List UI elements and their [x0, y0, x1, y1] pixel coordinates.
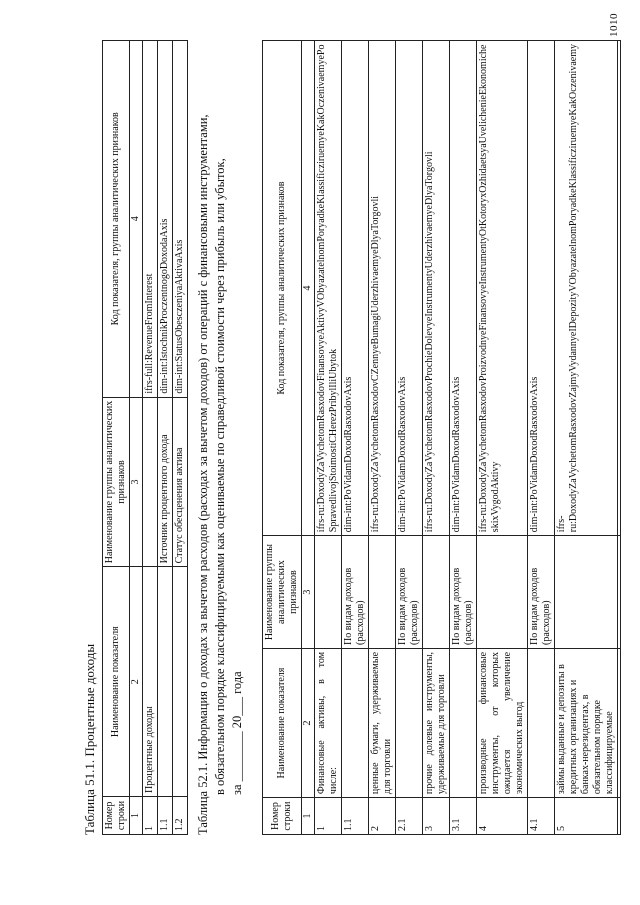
table-row: [173, 41, 188, 835]
indicator-name: [158, 567, 173, 797]
table-row: [143, 41, 158, 835]
indicator-name: производные финансовые инструменты, от которых ожидается увеличение экономических выгод: [477, 648, 528, 797]
indicator-name: [618, 648, 621, 797]
group-name: По видам доходов (расходов): [450, 536, 477, 649]
header-row-number: Номер строки: [103, 797, 130, 835]
header-indicator-name: Наименование показателя: [103, 567, 130, 797]
row-number: 1: [143, 797, 158, 835]
column-number: 2: [130, 567, 143, 797]
group-name: [143, 397, 158, 567]
column-number: 3: [302, 536, 315, 649]
table1-title: Таблица 51.1. Процентные доходы: [82, 643, 97, 835]
column-number: 2: [302, 648, 315, 797]
header-code: Код показателя, группы аналитических признаков: [263, 41, 302, 536]
row-number: 4: [477, 798, 528, 835]
row-number: 1.1: [158, 797, 173, 835]
page-number: 1010: [608, 13, 620, 37]
indicator-name: ценные бумаги, удерживаемые для торговли: [369, 648, 396, 797]
row-number: 2.1: [396, 798, 423, 835]
indicator-code: [618, 41, 621, 536]
row-number: 5: [555, 798, 618, 835]
table-row: [342, 41, 369, 835]
indicator-code: dim-int:StatusObesczeniyaAktivaAxis: [173, 41, 188, 398]
group-name: По видам доходов (расходов): [396, 536, 423, 649]
row-number: 3: [423, 798, 450, 835]
indicator-name: [450, 648, 477, 797]
indicator-code: dim-int:IstochnikProczentnogoDoxodaAxis: [158, 41, 173, 398]
indicator-name: [342, 648, 369, 797]
table-row: [477, 41, 528, 835]
group-name: Источник процентного дохода: [158, 397, 173, 567]
header-group-name: Наименование группы аналитических признаков: [103, 397, 130, 567]
indicator-code: dim-int:PoVidamDoxodRasxodovAxis: [528, 41, 555, 536]
indicator-code: ifrs-full:RevenueFromInterest: [143, 41, 158, 398]
column-number: 4: [302, 41, 315, 536]
table-row: [158, 41, 173, 835]
row-number: 4.1: [528, 798, 555, 835]
indicator-code: dim-int:PoVidamDoxodRasxodovAxis: [450, 41, 477, 536]
table-row: [528, 41, 555, 835]
group-name: [369, 536, 396, 649]
table-row: [618, 41, 621, 835]
indicator-code: ifrs-ru:DoxodyZaVychetomRasxodovFinansovyeAktivyVObyazatelnomPoryadkeKlassificziruemyeKakOczenivaemyePoSpravedlivojStoimostiCHerezPribylIliUbytok: [315, 41, 342, 536]
row-number: 2: [369, 798, 396, 835]
table2-title-line: за ________ 20___ года: [230, 671, 244, 795]
table-row: [315, 41, 342, 835]
indicator-name: Финансовые активы, в том числе:: [315, 648, 342, 797]
group-name: [315, 536, 342, 649]
group-name: [555, 536, 618, 649]
table2-title-line: в обязательном порядке классифицируемыми как оцениваемые по справедливой стоимости через прибыль или убыток,: [213, 158, 227, 795]
row-number: 3.1: [450, 798, 477, 835]
table-row: [423, 41, 450, 835]
header-group-name: Наименование группы аналитических признаков: [263, 536, 302, 649]
group-name: [477, 536, 528, 649]
column-number: 1: [130, 797, 143, 835]
table2-title: [195, 15, 246, 835]
indicator-name: прочие долевые инструменты, удерживаемые для торговли: [423, 648, 450, 797]
fvtpl-income-table: [262, 40, 621, 835]
indicator-name: Процентные доходы: [143, 567, 158, 797]
group-name: [618, 536, 621, 649]
group-name: [423, 536, 450, 649]
column-number: 1: [302, 798, 315, 835]
column-number: 4: [130, 41, 143, 398]
indicator-code: ifrs-ru:DoxodyZaVychetomRasxodovZajmyVydannyeIDepozityVObyazatelnomPoryadkeKlassificziruemyeKakOczenivaemy: [555, 41, 618, 536]
indicator-name: [528, 648, 555, 797]
row-number: [618, 798, 621, 835]
indicator-code: dim-int:PoVidamDoxodRasxodovAxis: [396, 41, 423, 536]
indicator-name: [173, 567, 188, 797]
indicator-code: ifrs-ru:DoxodyZaVychetomRasxodovProizvodnyeFinansovyeInstrumentyOtKotoryxOzhidaetsyaUvelichenieEkonomicheskixVygodAktivy: [477, 41, 528, 536]
interest-income-table: [102, 40, 188, 835]
table-row: [396, 41, 423, 835]
indicator-name: займы выданные и депозиты в кредитных организациях и банках-нерезидентах, в обязательном порядке классифицируемые: [555, 648, 618, 797]
table-row: [450, 41, 477, 835]
group-name: Статус обесценения актива: [173, 397, 188, 567]
indicator-code: dim-int:PoVidamDoxodRasxodovAxis: [342, 41, 369, 536]
header-row-number: Номер строки: [263, 798, 302, 835]
group-name: По видам доходов (расходов): [528, 536, 555, 649]
group-name: По видам доходов (расходов): [342, 536, 369, 649]
row-number: 1.1: [342, 798, 369, 835]
indicator-name: [396, 648, 423, 797]
table-row: [555, 41, 618, 835]
header-indicator-name: Наименование показателя: [263, 648, 302, 797]
header-code: Код показателя, группы аналитических признаков: [103, 41, 130, 398]
indicator-code: ifrs-ru:DoxodyZaVychetomRasxodovCZennyeBumagiUderzhivaemyeDlyaTorgovli: [369, 41, 396, 536]
row-number: 1.2: [173, 797, 188, 835]
row-number: 1: [315, 798, 342, 835]
table-row: [369, 41, 396, 835]
indicator-code: ifrs-ru:DoxodyZaVychetomRasxodovProchieDolevyeInstrumentyUderzhivaemyeDlyaTorgovli: [423, 41, 450, 536]
column-number: 3: [130, 397, 143, 567]
table2-title-line: Таблица 52.1. Информация о доходах за вычетом расходов (расходах за вычетом доходов) от операций с финансовыми инструментами,: [196, 114, 210, 835]
